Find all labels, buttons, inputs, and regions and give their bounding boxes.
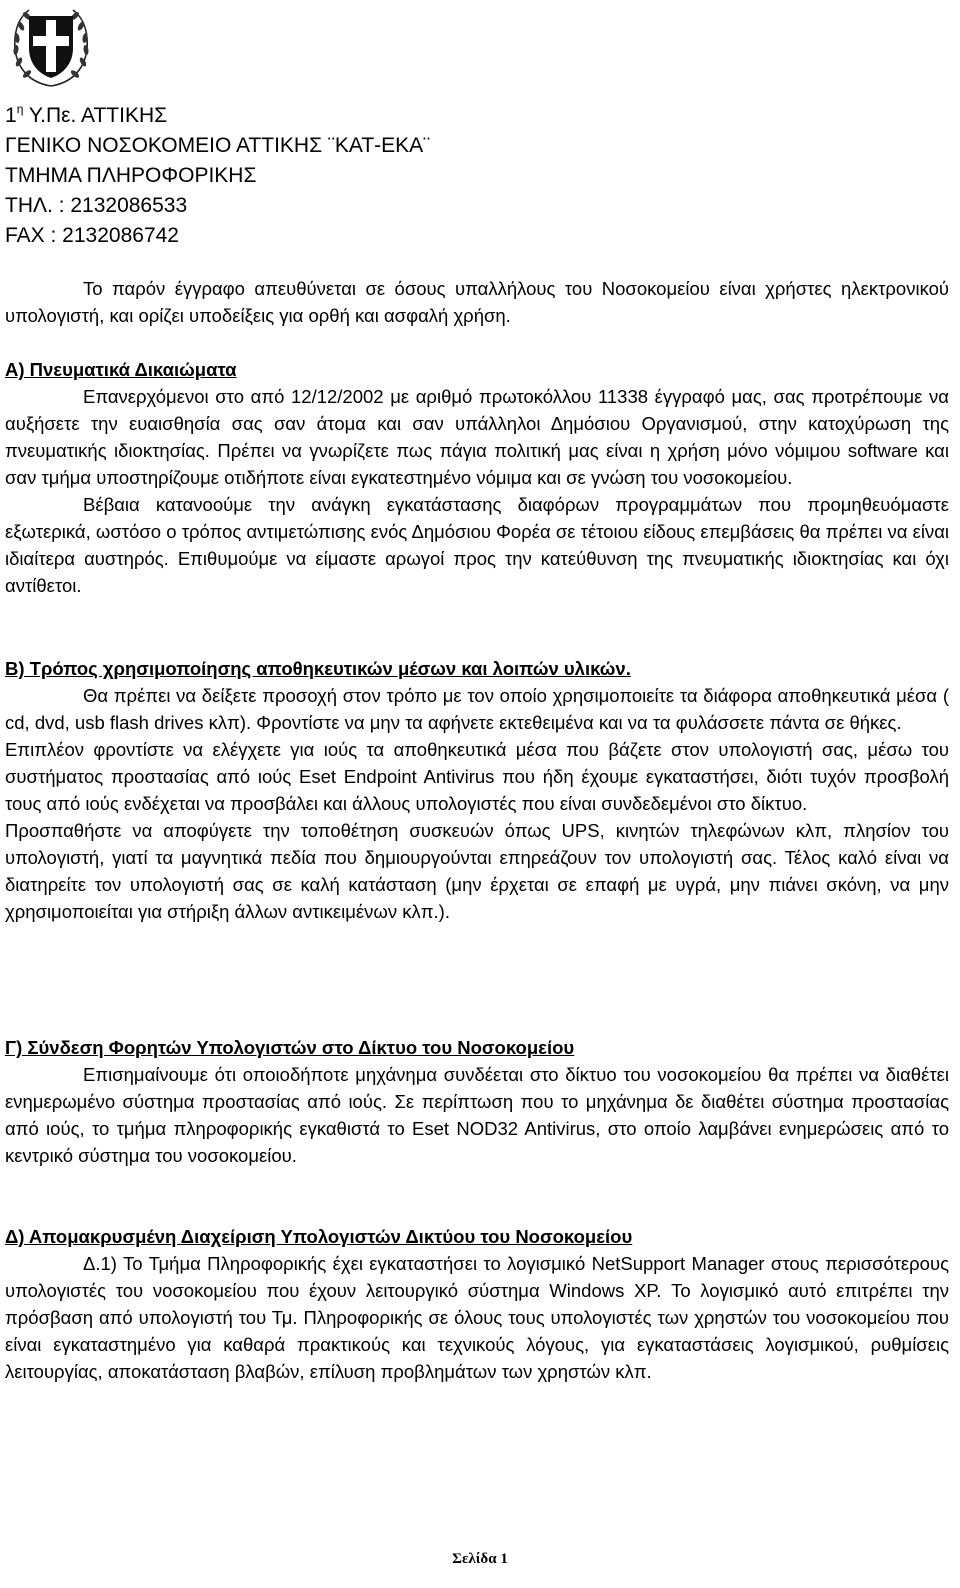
letterhead-hospital: ΓΕΝΙΚΟ ΝΟΣΟΚΟΜΕΙΟ ΑΤΤΙΚΗΣ ¨ΚΑΤ-ΕΚΑ¨	[5, 134, 431, 157]
section-c-title: Γ) Σύνδεση Φορητών Υπολογιστών στο Δίκτυο του Νοσοκομείου	[5, 1037, 575, 1058]
section-a-paragraph-1: Επανερχόμενοι στο από 12/12/2002 με αριθμό πρωτοκόλλου 11338 έγγραφό μας, σας προτρέπουμε να αυξήσετε την ευαισθησία σας σαν άτομα και σαν υπάλληλοι Δημόσιου Οργανισμού, στην κατοχύρωση της πνευματικής ιδιοκτησίας. Πρέπει να γνωρίζετε πως πάγια πολιτική μας είναι η χρήση μόνο νόμιμου software και σαν τμήμα υποστηρίζουμε οτιδήποτε είναι εγκατεστημένο νόμιμα και σε γνώση του νοσοκομείου.	[5, 386, 949, 488]
section-d-paragraph-1: Δ.1) Το Τμήμα Πληροφορικής έχει εγκαταστήσει το λογισμικό NetSupport Manager στους περισσότερους υπολογιστές του νοσοκομείου που έχουν λειτουργικό σύστημα Windows XP. Το λογισμικό αυτό επιτρέπει την πρόσβαση από υπολογιστή του Τμ. Πληροφορικής σε όλους τους υπολογιστές των χρηστών του νοσοκομείου που είναι εγκαταστημένο για καθαρά πρακτικούς και τεχνικούς λόγους, για εγκαταστάσεις λογισμικού, ρυθμίσεις λειτουργίας, αποκατάσταση βλαβών, επίλυση προβλημάτων των χρηστών κλπ.	[5, 1253, 949, 1382]
section-b-paragraph-2: Επιπλέον φροντίστε να ελέγχετε για ιούς τα αποθηκευτικά μέσα που βάζετε στον υπολογιστή σας, μέσω του συστήματος προστασίας από ιούς Eset Endpoint Antivirus που ήδη έχουμε εγκαταστήσει, διότι τυχόν προσβολή τους από ιούς ενδέχεται να προσβάλει και άλλους υπολογιστές που είναι συνδεδεμένοι στο δίκτυο.	[5, 739, 949, 814]
letterhead-fax: FAX : 2132086742	[5, 224, 179, 247]
section-b-title: Β) Τρόπος χρησιμοποίησης αποθηκευτικών μέσων και λοιπών υλικών.	[5, 658, 631, 679]
section-d	[5, 1223, 949, 1385]
intro-paragraph: Το παρόν έγγραφο απευθύνεται σε όσους υπαλλήλους του Νοσοκομείου είναι χρήστες ηλεκτρονικού υπολογιστή, και ορίζει υποδείξεις για ορθή και ασφαλή χρήση.	[5, 278, 949, 326]
intro-block	[5, 275, 949, 329]
section-a-paragraph-2: Βέβαια κατανοούμε την ανάγκη εγκατάστασης διαφόρων προγραμμάτων που προμηθευόμαστε εξωτερικά, ωστόσο ο τρόπος αντιμετώπισης ενός Δημόσιου Φορέα σε τέτοιου είδους επεμβάσεις θα πρέπει να είναι ιδιαίτερα αυστηρός. Επιθυμούμε να είμαστε αρωγοί προς την κατεύθυνση της πνευματικής ιδιοκτησίας και όχι αντίθετοι.	[5, 494, 949, 596]
page-number: Σελίδα 1	[452, 1551, 508, 1567]
section-b	[5, 655, 949, 925]
letterhead-department: ΤΜΗΜΑ ΠΛΗΡΟΦΟΡΙΚΗΣ	[5, 164, 257, 187]
letterhead	[5, 94, 430, 251]
coat-of-arms-icon	[7, 2, 95, 90]
section-a-title: Α) Πνευματικά Δικαιώματα	[5, 359, 237, 380]
section-b-paragraph-3: Προσπαθήστε να αποφύγετε την τοποθέτηση συσκευών όπως UPS, κινητών τηλεφώνων κλπ, πλησίον του υπολογιστή, γιατί τα μαγνητικά πεδία που δημιουργούνται επηρεάζουν τον υπολογιστή σας. Τέλος καλό είναι να διατηρείτε τον υπολογιστή σας σε καλή κατάσταση (μην έρχεται σε επαφή με υγρά, μην πιάνει σκόνη, να μην χρησιμοποιείται για στήριξη άλλων αντικειμένων κλπ.).	[5, 820, 949, 922]
section-b-paragraph-1: Θα πρέπει να δείξετε προσοχή στον τρόπο με τον οποίο χρησιμοποιείτε τα διάφορα αποθηκευτικά μέσα ( cd, dvd, usb flash drives κλπ). Φροντίστε να μην τα αφήνετε εκτεθειμένα και να τα φυλάσσετε πάντα σε θήκες.	[5, 685, 949, 733]
section-a	[5, 356, 949, 599]
section-d-title: Δ) Απομακρυσμένη Διαχείριση Υπολογιστών Δικτύου του Νοσοκομείου	[5, 1226, 633, 1247]
letterhead-phone: ΤΗΛ. : 2132086533	[5, 194, 188, 217]
letterhead-health-region: $1^\eta$ Υ.Πε. ΑΤΤΙΚΗΣ	[5, 102, 168, 127]
section-c	[5, 1034, 949, 1169]
section-c-paragraph-1: Επισημαίνουμε ότι οποιοδήποτε μηχάνημα συνδέεται στο δίκτυο του νοσοκομείου θα πρέπει να διαθέτει ενημερωμένο σύστημα προστασίας από ιούς. Σε περίπτωση που το μηχάνημα δε διαθέτει σύστημα προστασίας από ιούς, το τμήμα πληροφορικής εγκαθιστά το Eset NOD32 Antivirus, στο οποίο λαμβάνει ενημερώσεις από το κεντρικό σύστημα του νοσοκομείου.	[5, 1064, 949, 1166]
